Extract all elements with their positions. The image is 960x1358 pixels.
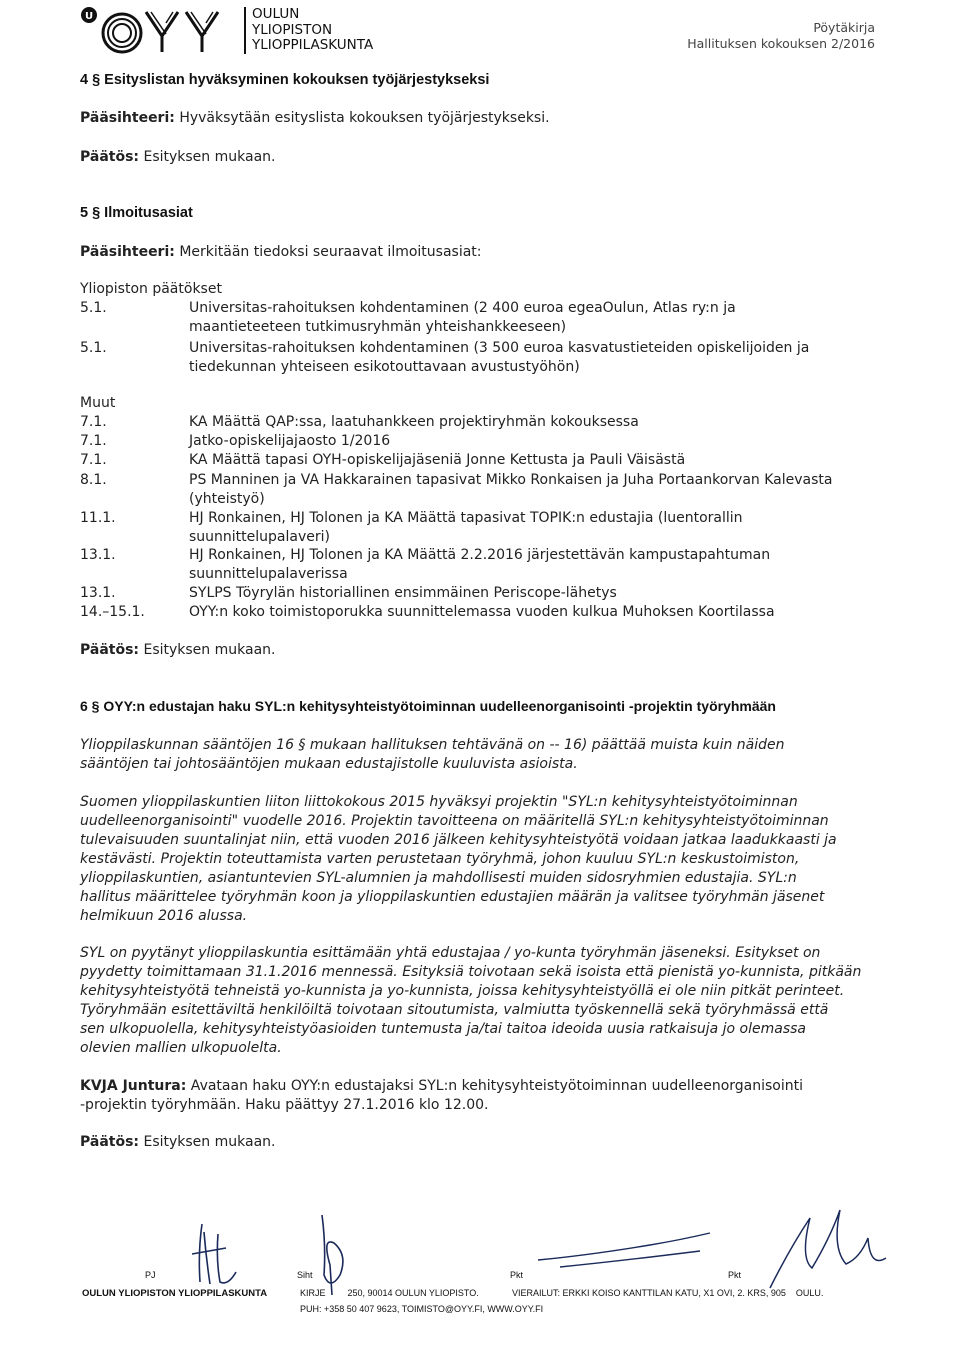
- proposal-text: Hyväksytään esityslista kokouksen työjärjestykseksi.: [174, 110, 550, 126]
- section6-paragraph-3: [80, 944, 875, 1058]
- section4-title: 4 § Esityslistan hyväksyminen kokouksen työjärjestykseksi: [80, 72, 490, 88]
- paragraph-line: SYL on pyytänyt ylioppilaskuntia esittämään yhtä edustajaa / yo-kunta työryhmän jäseneksi. Esitykset on: [80, 945, 821, 961]
- list-item-date: 13.1.: [80, 547, 116, 563]
- paragraph-line: helmikuun 2016 alussa.: [80, 908, 248, 924]
- list-item-text: maantieteeteen tutkimusryhmän yhteishankkeeseen): [189, 319, 567, 335]
- other-heading: Muut: [80, 395, 116, 411]
- siht-label: Siht: [297, 1270, 313, 1280]
- section5-title: 5 § Ilmoitusasiat: [80, 205, 193, 221]
- pkt-label-1: Pkt: [510, 1270, 524, 1280]
- org-name: [244, 7, 373, 54]
- section5-proposal: [80, 243, 482, 262]
- paragraph-line: ylioppilaskuntien, asiantuntevien SYL-alumnien ja mahdollisesti muiden sidosryhmien edustajia. SYL:n: [80, 870, 797, 886]
- list-item-text: Jatko-opiskelijajaosto 1/2016: [189, 433, 391, 449]
- examiner-signature-2: [760, 1198, 890, 1298]
- paragraph-line: Ylioppilaskunnan sääntöjen 16 § mukaan hallituksen tehtävänä on -- 16) päättää muista kuin näiden: [80, 737, 785, 753]
- list-item-text: Universitas-rahoituksen kohdentaminen (3 500 euroa kasvatustieteiden opiskelijoiden ja: [189, 340, 810, 356]
- paragraph-line: tulevaisuuden suuntalinjat niin, että vuoden 2016 jälkeen kehitysyhteistyötä voidaan jatkaa laadukkaasti ja: [80, 832, 837, 848]
- list-item-date: 7.1.: [80, 452, 107, 468]
- paragraph-line: Suomen ylioppilaskuntien liiton liittokokous 2015 hyväksyi projektin "SYL:n kehitysyhteistyötoiminnan: [80, 794, 798, 810]
- list-item-text: HJ Ronkainen, HJ Tolonen ja KA Määttä tapasivat TOPIK:n edustajia (luentorallin: [189, 510, 743, 526]
- list-item-text: PS Manninen ja VA Hakkarainen tapasivat Mikko Ronkaisen ja Juha Portaankorvan Kalevasta: [189, 472, 833, 488]
- list-item-text: KA Määttä QAP:ssa, laatuhankkeen projektiryhmän kokouksessa: [189, 414, 639, 430]
- secretary-signature: [310, 1205, 360, 1300]
- decision-text: Esityksen mukaan.: [139, 1134, 276, 1150]
- decision-label: Päätös:: [80, 642, 140, 658]
- org-line1: OULUN: [252, 6, 300, 22]
- paragraph-line: kestävästi. Projektin toteuttamista varten perustetaan työryhmä, johon kuuluu SYL:n keskustoimiston,: [80, 851, 800, 867]
- org-line2: YLIOPISTON: [252, 21, 333, 38]
- list-item-text: tiedekunnan yhteiseen esikotouttavaan avustustyöhön): [189, 359, 580, 375]
- svg-text:U: U: [84, 11, 94, 22]
- section6-paragraph-1: [80, 736, 875, 774]
- list-item-date: 11.1.: [80, 510, 116, 526]
- doc-type: Pöytäkirja: [813, 20, 875, 35]
- list-item-text: OYY:n koko toimistoporukka suunnittelemassa vuoden kulkua Muhoksen Koortilassa: [189, 604, 775, 620]
- list-item-text: (yhteistyö): [189, 491, 265, 507]
- chair-signature: [170, 1212, 250, 1292]
- list-item-date: 5.1.: [80, 300, 107, 316]
- pkt-label-2: Pkt: [728, 1270, 742, 1280]
- paragraph-line: sen ulkopuolella, kehitysyhteistyöasioiden tuntemusta ja/tai taitoa ideoida uusia ratkaisuja jo olemassa: [80, 1021, 806, 1037]
- list-item-date: 14.–15.1.: [80, 604, 145, 620]
- oyy-logo-graphic: [80, 6, 230, 54]
- paragraph-line: sääntöjen tai johtosääntöjen mukaan edustajistolle kuuluvista asioista.: [80, 756, 578, 772]
- decision-text: Esityksen mukaan.: [139, 642, 276, 658]
- decision-label: Päätös:: [80, 149, 140, 165]
- list-item-date: 8.1.: [80, 472, 107, 488]
- footer-visiting: [512, 1288, 823, 1298]
- footer-org: OULUN YLIOPISTON YLIOPPILASKUNTA: [82, 1288, 268, 1299]
- list-item-text: KA Määttä tapasi OYH-opiskelijajäseniä Jonne Kettusta ja Pauli Väisästä: [189, 452, 686, 468]
- list-item-text: HJ Ronkainen, HJ Tolonen ja KA Määttä 2.2.2016 järjestettävän kampustapahtuman: [189, 547, 771, 563]
- proposal-text: -projektin työryhmään. Haku päättyy 27.1.2016 klo 12.00.: [80, 1097, 489, 1113]
- list-item: [189, 546, 879, 584]
- univ-decisions-heading: Yliopiston päätökset: [80, 281, 222, 297]
- section6-paragraph-2: [80, 793, 875, 926]
- section6-title: 6 § OYY:n edustajan haku SYL:n kehitysyhteistyötoiminnan uudelleenorganisointi -projektin työryhmään: [80, 698, 776, 714]
- footer-address: [300, 1288, 479, 1298]
- list-item-date: 7.1.: [80, 433, 107, 449]
- list-item-text: SYLPS Töyrylän historiallinen ensimmäinen Periscope-lähetys: [189, 585, 617, 601]
- paragraph-line: uudelleenorganisointi" vuodelle 2016. Projektin tavoitteena on määritellä SYL:n kehitysyhteistyötoiminnan: [80, 813, 829, 829]
- org-line3: YLIOPPILASKUNTA: [252, 37, 374, 53]
- proposal-text: Merkitään tiedoksi seuraavat ilmoitusasiat:: [174, 244, 482, 260]
- footer-visiting-end: OULU.: [795, 1288, 824, 1298]
- section6-proposal: [80, 1077, 880, 1115]
- footer-contact: PUH: +358 50 407 9623, TOIMISTO@OYY.FI, WWW.OYY.FI: [300, 1304, 544, 1314]
- footer-visiting-text: VIERAILUT: ERKKI KOISO KANTTILAN KATU, X1 OVI, 2. KRS, 905: [512, 1288, 786, 1298]
- decision-text: Esityksen mukaan.: [139, 149, 276, 165]
- oyy-logo: [80, 6, 230, 54]
- proposal-text: Avataan haku OYY:n edustajaksi SYL:n kehitysyhteistyötoiminnan uudelleenorganisointi: [186, 1078, 804, 1094]
- section4-decision: [80, 148, 275, 167]
- pj-label: PJ: [145, 1270, 156, 1280]
- list-item-date: 7.1.: [80, 414, 107, 430]
- footer-address-rest: 250, 90014 OULUN YLIOPISTO.: [347, 1288, 479, 1298]
- list-item: [189, 509, 879, 547]
- decision-label: Päätös:: [80, 1134, 140, 1150]
- proposal-label: KVJA Juntura:: [80, 1078, 187, 1094]
- list-item-text: suunnittelupalaverissa: [189, 566, 348, 582]
- paragraph-line: olevien mallien ulkopuolelta.: [80, 1040, 282, 1056]
- footer-address-start: KIRJE: [300, 1288, 326, 1298]
- section5-decision: [80, 641, 275, 660]
- section4-proposal: [80, 109, 550, 128]
- proposal-label: Pääsihteeri:: [80, 110, 175, 126]
- list-item: [189, 339, 879, 377]
- meeting-title: Hallituksen kokouksen 2/2016: [687, 36, 875, 51]
- list-item: [189, 299, 879, 337]
- list-item: [189, 471, 879, 509]
- paragraph-line: kehitysyhteistyötä tehneistä yo-kunnista ja yo-kunnista, joissa kehitysyhteistyöllä ei ole niin pitkät perinteet.: [80, 983, 845, 999]
- paragraph-line: hallitus määrittelee työryhmän koon ja ylioppilaskuntien edustajien määrän ja valitsee työryhmän jäsenet: [80, 889, 825, 905]
- list-item-date: 5.1.: [80, 340, 107, 356]
- list-item-date: 13.1.: [80, 585, 116, 601]
- paragraph-line: Työryhmään esitettäviltä henkilöiltä toivotaan sitoutumista, valmiutta työskennellä sekä työryhmässä että: [80, 1002, 829, 1018]
- list-item-text: Universitas-rahoituksen kohdentaminen (2 400 euroa egeaOulun, Atlas ry:n ja: [189, 300, 736, 316]
- paragraph-line: pyydetty toimittamaan 31.1.2016 mennessä. Esityksiä toivotaan sekä isoista että pienistä yo-kunnista, pitkään: [80, 964, 862, 980]
- proposal-label: Pääsihteeri:: [80, 244, 175, 260]
- examiner-signature-1: [530, 1215, 730, 1275]
- section6-decision: [80, 1133, 275, 1152]
- list-item-text: suunnittelupalaveri): [189, 529, 330, 545]
- document-header: [687, 20, 875, 52]
